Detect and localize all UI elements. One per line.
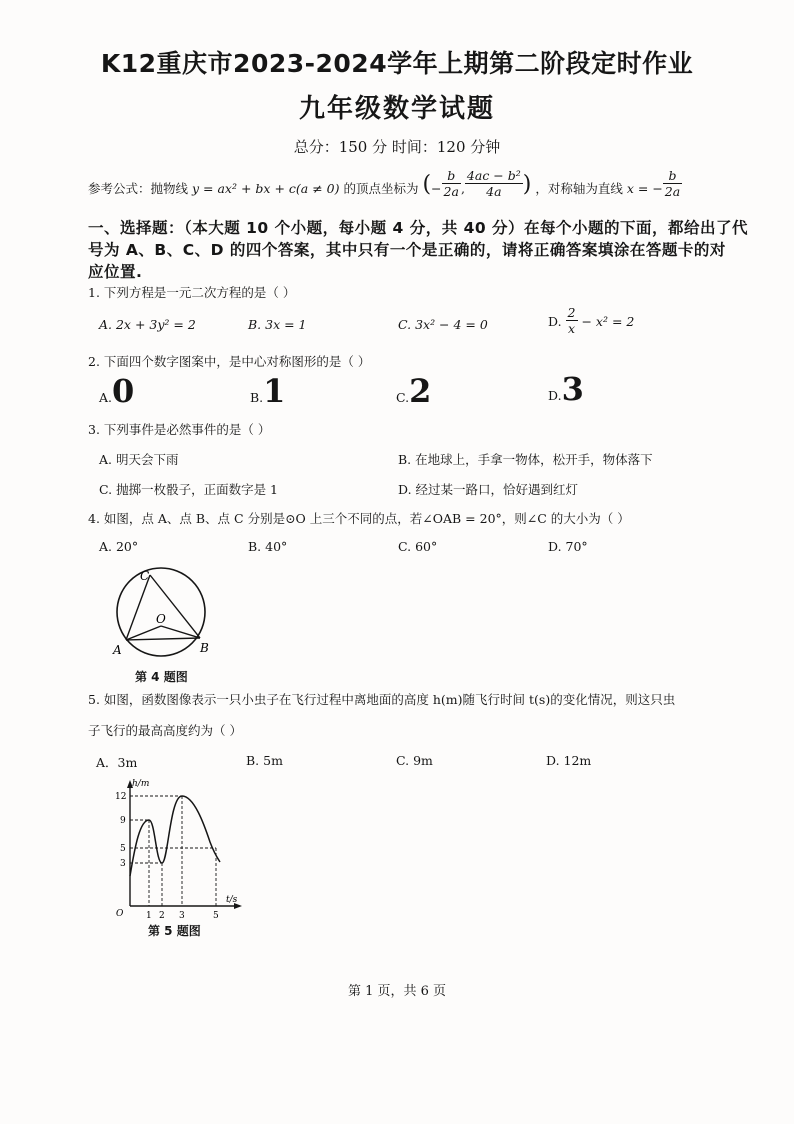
vertex-x-fraction: $\frac{b}{2a}$ [443, 168, 459, 199]
x-tick-3: 3 [179, 911, 185, 921]
q2-option-d: D.3 [548, 370, 584, 408]
origin-label: O [116, 909, 124, 919]
q1-option-d: D. $\frac{2}{x}$ − x² = 2 [548, 305, 635, 336]
axis-fraction: $\frac{b}{2a}$ [664, 168, 681, 199]
q4-option-a: A. 20° [99, 539, 139, 554]
q4-option-d: D. 70° [548, 539, 588, 554]
page-footer: 第 1 页，共 6 页 [347, 984, 447, 999]
digit-three-glyph: 3 [561, 370, 584, 408]
q5-figure-caption: 第 5 题图 [148, 924, 201, 938]
chord-ab [126, 638, 200, 640]
q4-option-c: C. 60° [398, 539, 438, 554]
q2-option-b: B.1 [250, 372, 286, 410]
q2-stem: 2. 下面四个数字图案中，是中心对称图形的是（ ） [88, 354, 371, 369]
y-tick-9: 9 [120, 816, 126, 826]
x-axis-label: t/s [226, 895, 238, 905]
formula-equation: y = ax² + bx + c(a ≠ 0) [192, 181, 340, 196]
digit-zero-glyph: 0 [112, 372, 135, 410]
q2-option-a: A.0 [99, 372, 135, 410]
x-tick-2: 2 [159, 911, 165, 921]
q5-option-b: B. 5m [246, 753, 283, 768]
chord-ac [126, 575, 150, 640]
q4-option-b: B. 40° [248, 539, 288, 554]
q3-option-a: A. 明天会下雨 [99, 452, 179, 467]
x-tick-5: 5 [213, 911, 219, 921]
q5-stem-line2: 子飞行的最高高度约为（ ） [88, 723, 242, 738]
q2-option-c: C.2 [396, 372, 432, 410]
q3-stem: 3. 下列事件是必然事件的是（ ） [88, 422, 271, 437]
digit-one-glyph: 1 [263, 372, 286, 410]
q5-stem-line1: 5. 如图，函数图像表示一只小虫子在飞行过程中离地面的高度 h(m)随飞行时间 t(s)的变化情况，则这只虫 [88, 692, 676, 707]
chord-cb [150, 575, 200, 638]
y-tick-12: 12 [115, 792, 127, 802]
q3-option-b: B. 在地球上，手拿一物体，松开手，物体落下 [398, 452, 653, 467]
y-tick-5: 5 [120, 844, 126, 854]
x-tick-1: 1 [146, 911, 152, 921]
section-heading-line1: 一、选择题：（本大题 10 个小题，每小题 4 分，共 40 分）在每个小题的下面，都给出了代 [88, 219, 749, 237]
q1-option-b: B. 3x = 1 [248, 317, 307, 332]
y-tick-3: 3 [120, 859, 126, 869]
q3-option-c: C. 抛掷一枚骰子，正面数字是 1 [99, 482, 278, 497]
q4-circle-figure [108, 566, 228, 666]
q1-option-a: A. 2x + 3y² = 2 [99, 317, 196, 332]
q5-option-c: C. 9m [396, 753, 433, 768]
digit-two-glyph: 2 [409, 372, 432, 410]
exam-title: K12重庆市2023-2024学年上期第二阶段定时作业 [100, 49, 694, 78]
segment-oa [126, 626, 161, 640]
q4-figure-caption: 第 4 题图 [135, 670, 188, 684]
q5-height-graph [110, 776, 246, 922]
q1-stem: 1. 下列方程是一元二次方程的是（ ） [88, 285, 296, 300]
label-a: A [113, 643, 122, 657]
reference-formula: 参考公式：抛物线 y = ax² + bx + c(a ≠ 0) 的顶点坐标为 (− $\frac{b}{2a}$ , $\frac{\text{4ac − b²}}{4a}$ ) ，对称轴为直线 x = − $\frac{b}{2a}$ [88, 168, 681, 199]
q5-option-d: D. 12m [546, 753, 592, 768]
y-axis-label: h/m [132, 779, 150, 789]
q1-option-c: C. 3x² − 4 = 0 [398, 317, 488, 332]
label-b: B [200, 641, 209, 655]
label-o: O [156, 612, 166, 626]
section-heading-line2: 号为 A、B、C、D 的四个答案，其中只有一个是正确的，请将正确答案填涂在答题卡的对 [88, 241, 726, 259]
vertex-y-fraction: $\frac{\text{4ac − b²}}{4a}$ [466, 168, 521, 199]
section-heading-line3: 应位置. [88, 263, 143, 281]
q4-stem: 4. 如图，点 A、点 B、点 C 分别是⊙O 上三个不同的点，若∠OAB = 20°，则∠C 的大小为（ ） [88, 511, 630, 526]
height-curve [130, 796, 220, 876]
score-time: 总分：150 分 时间：120 分钟 [293, 138, 501, 156]
segment-ob [161, 626, 200, 638]
q3-option-d: D. 经过某一路口，恰好遇到红灯 [398, 482, 579, 497]
q5-option-a: A．3m [96, 755, 138, 770]
label-c: C [140, 569, 150, 583]
exam-subtitle: 九年级数学试题 [298, 94, 495, 124]
